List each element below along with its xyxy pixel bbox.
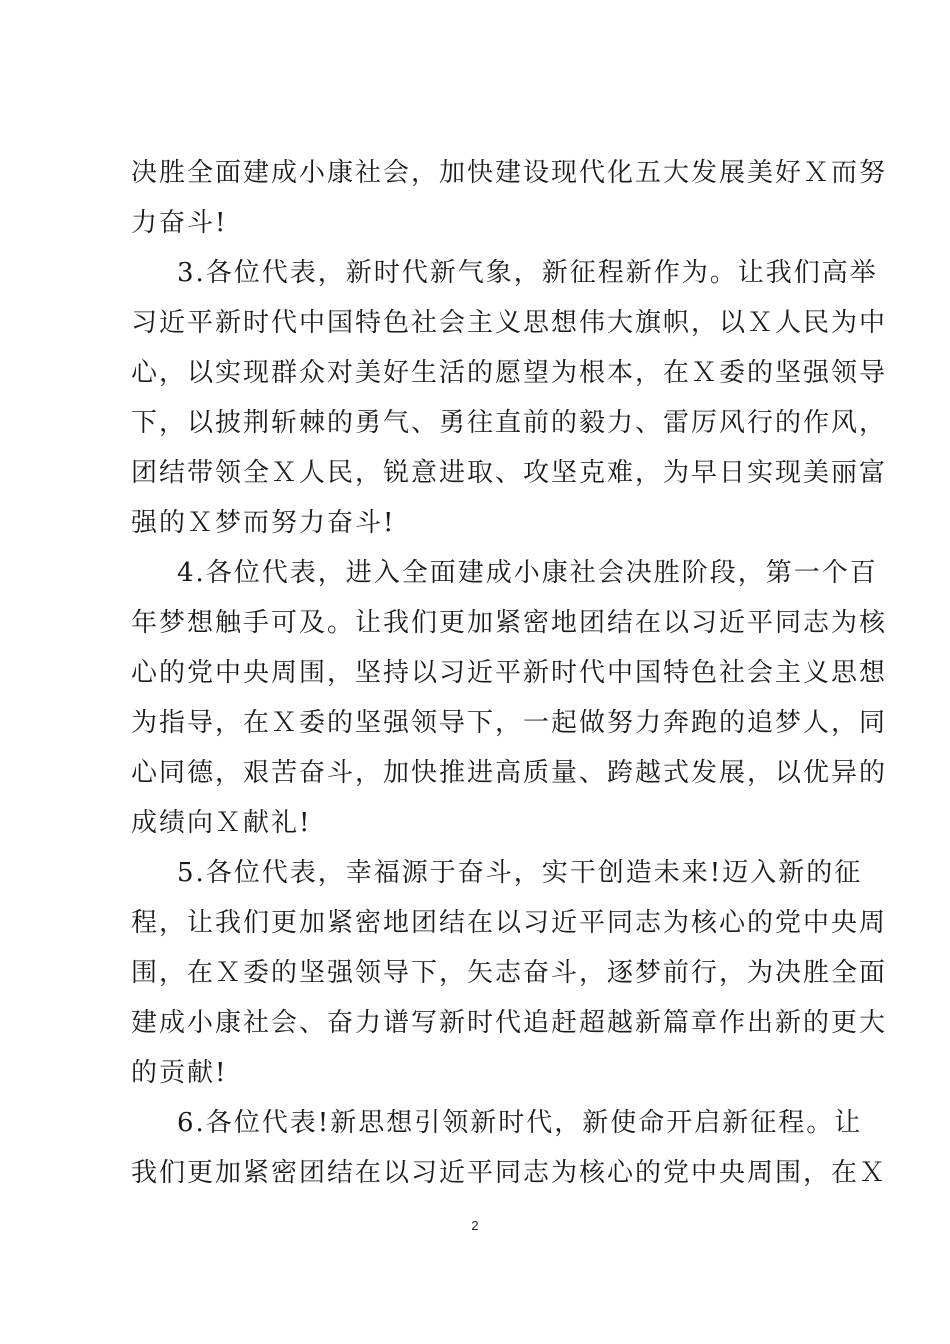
text-line: 习近平新时代中国特色社会主义思想伟大旗帜，以Ｘ人民为中 xyxy=(131,308,888,338)
text-line: 的贡献! xyxy=(131,1058,228,1088)
text-line: 年梦想触手可及。让我们更加紧密地团结在以习近平同志为核 xyxy=(131,608,888,638)
text-line: 决胜全面建成小康社会，加快建设现代化五大发展美好Ｘ而努 xyxy=(131,158,888,188)
text-line: 成绩向Ｘ献礼! xyxy=(131,808,312,838)
paragraph-first-line: 5.各位代表，幸福源于奋斗，实干创造未来!迈入新的征 xyxy=(177,858,863,888)
text-line: 程，让我们更加紧密地团结在以习近平同志为核心的党中央周 xyxy=(131,908,888,938)
text-line: 为指导，在Ｘ委的坚强领导下，一起做努力奔跑的追梦人，同 xyxy=(131,708,888,738)
body-text xyxy=(131,148,888,1198)
text-line: 团结带领全Ｘ人民，锐意进取、攻坚克难，为早日实现美丽富 xyxy=(131,458,888,488)
text-line: 建成小康社会、奋力谱写新时代追赶超越新篇章作出新的更大 xyxy=(131,1008,888,1038)
text-line: 我们更加紧密团结在以习近平同志为核心的党中央周围，在Ｘ xyxy=(131,1158,888,1188)
text-line: 心同德，艰苦奋斗，加快推进高质量、跨越式发展，以优异的 xyxy=(131,758,888,788)
text-line: 强的Ｘ梦而努力奋斗! xyxy=(131,508,396,538)
paragraph-first-line: 6.各位代表!新思想引领新时代，新使命开启新征程。让 xyxy=(177,1108,863,1138)
page-number: 2 xyxy=(471,1218,479,1233)
paragraph-first-line: 3.各位代表，新时代新气象，新征程新作为。让我们高举 xyxy=(177,258,878,288)
text-line: 心，以实现群众对美好生活的愿望为根本，在Ｘ委的坚强领导 xyxy=(131,358,888,388)
text-line: 下，以披荆斩棘的勇气、勇往直前的毅力、雷厉风行的作风， xyxy=(131,408,888,438)
text-line: 力奋斗! xyxy=(131,208,228,238)
text-line: 围，在Ｘ委的坚强领导下，矢志奋斗，逐梦前行，为决胜全面 xyxy=(131,958,888,988)
text-line: 心的党中央周围，坚持以习近平新时代中国特色社会主义思想 xyxy=(131,658,888,688)
paragraph-first-line: 4.各位代表，进入全面建成小康社会决胜阶段，第一个百 xyxy=(177,558,878,588)
